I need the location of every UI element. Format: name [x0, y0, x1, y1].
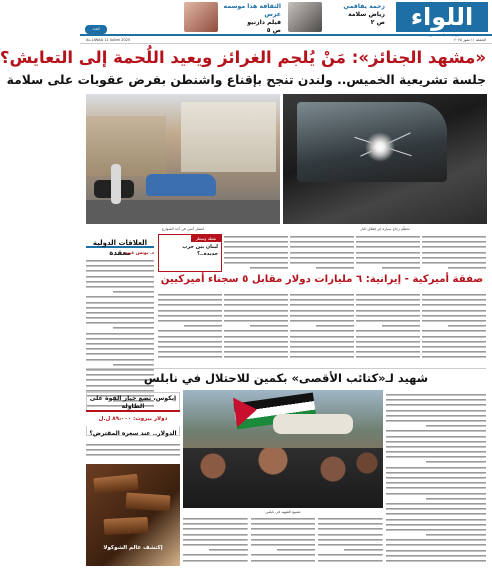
text-line — [356, 265, 420, 270]
text-line — [318, 558, 383, 563]
dateline-left: AL-LIWAA 11 Juillet 2025 — [86, 38, 131, 42]
crowd — [183, 448, 383, 508]
martyr-body-column — [318, 516, 383, 566]
dollar-rate-box: دولار بيروت: ٨٩،٠٠٠ ل.ل — [86, 410, 180, 426]
text-line — [422, 354, 486, 359]
teaser-2[interactable] — [184, 2, 284, 32]
photo-bullet-damaged-car — [283, 94, 487, 224]
chocolate-bar — [125, 492, 170, 511]
inset-tag: نقطة وسطر — [191, 235, 221, 242]
text-line — [290, 354, 354, 359]
dateline — [80, 37, 492, 44]
text-line — [356, 354, 420, 359]
deal-body-column — [158, 292, 222, 362]
teaser-2-title: الثقافة هذا موسمه عرس — [223, 3, 281, 18]
photo-caption-funeral: تشييع الشهيد في نابلس — [265, 510, 301, 514]
edition-badge: العدد — [85, 25, 107, 34]
building — [86, 116, 166, 176]
logo-tagline: يومية سياسية عربية — [425, 32, 459, 37]
lead-body-column — [356, 234, 420, 272]
flag-triangle — [233, 395, 259, 428]
text-line — [224, 354, 288, 359]
text-line — [86, 452, 180, 457]
text-line — [290, 265, 354, 270]
deal-body-column — [356, 292, 420, 362]
sidebar-relations-author: د. يونس عبيد — [124, 251, 154, 256]
martyr-body-row — [183, 516, 383, 566]
martyr-body-column — [251, 516, 316, 566]
teaser-1-line: رياض سلامة — [347, 11, 385, 18]
dollar-body — [86, 442, 180, 462]
building — [181, 102, 276, 172]
sidebar-relations-body — [86, 258, 154, 410]
teaser-1[interactable] — [288, 2, 388, 32]
teaser-2-more: ص ٥ — [266, 27, 281, 34]
lead-body-column — [422, 234, 486, 272]
photo-street-scene — [86, 94, 280, 224]
text-line — [158, 354, 222, 359]
text-line — [183, 558, 248, 563]
sidebar-relations-title[interactable]: العلاقات الدولية معقدة — [86, 238, 154, 248]
photo-caption-street: انتشار أمني في أحد الشوارع — [161, 227, 205, 231]
martyr-body-column — [183, 516, 248, 566]
text-line — [224, 265, 288, 270]
chocolate-advertisement[interactable] — [86, 464, 180, 566]
inset-text: لبنان بين حرب جديدة..؟ — [182, 244, 218, 257]
lead-subhead[interactable]: جلسة تشريعية الخميس.. ولندن تنجح بإقناع واشنطن بفرض عقوبات على سلامة — [6, 73, 486, 87]
newspaper-logo[interactable]: اللواء — [396, 2, 488, 32]
deal-headline[interactable]: صفقة أميركية - إيرانية: ٦ مليارات دولار مقابل ٥ سجناء أميركيين — [160, 274, 484, 285]
lead-body-column — [224, 234, 288, 272]
text-line — [386, 558, 486, 563]
ad-text: إكتشف عالم الشوكولا — [103, 545, 163, 551]
shroud — [273, 414, 353, 434]
text-line — [251, 558, 316, 563]
dollar-headline[interactable]: الدولار.. عند سعره المقترض؟ — [89, 430, 177, 437]
lead-body-column — [290, 234, 354, 272]
teaser-2-photo — [184, 2, 218, 32]
teaser-1-title: زحمة يفاقمي — [343, 3, 385, 10]
chocolate-bar — [104, 517, 149, 535]
chocolate-bar — [93, 474, 138, 495]
photo-funeral-procession — [183, 390, 383, 508]
pedestrian — [111, 164, 121, 204]
deal-body-column — [290, 292, 354, 362]
teaser-1-photo — [288, 2, 322, 32]
dateline-right: الجمعة ١١ تموز ٢٠٢٥ — [454, 38, 486, 42]
teaser-1-more: ص ٢ — [370, 19, 385, 26]
opinion-title: إيكوس، تضع خيار القوة على الطاولة — [89, 395, 177, 410]
lead-headline[interactable]: «مشهد الجنائز»: مَنْ يُلجم الغرائز ويعيد اللُحمة إلى التعايش؟ — [0, 48, 486, 67]
deal-body-column — [422, 292, 486, 362]
inset-box[interactable] — [158, 234, 222, 272]
martyr-body-column — [386, 392, 486, 564]
teaser-2-line: فيلم دارنيو — [247, 19, 281, 26]
parked-car — [146, 174, 216, 196]
bullet-hole-icon — [365, 132, 395, 162]
martyr-headline[interactable]: شهيد لـ«كتائب الأقصى» بكمين للاحتلال في نابلس — [86, 368, 486, 386]
photo-caption-car: تحطّم زجاج سيارة إثر إطلاق النار — [360, 227, 410, 231]
deal-body-column — [224, 292, 288, 362]
text-line — [422, 265, 486, 270]
